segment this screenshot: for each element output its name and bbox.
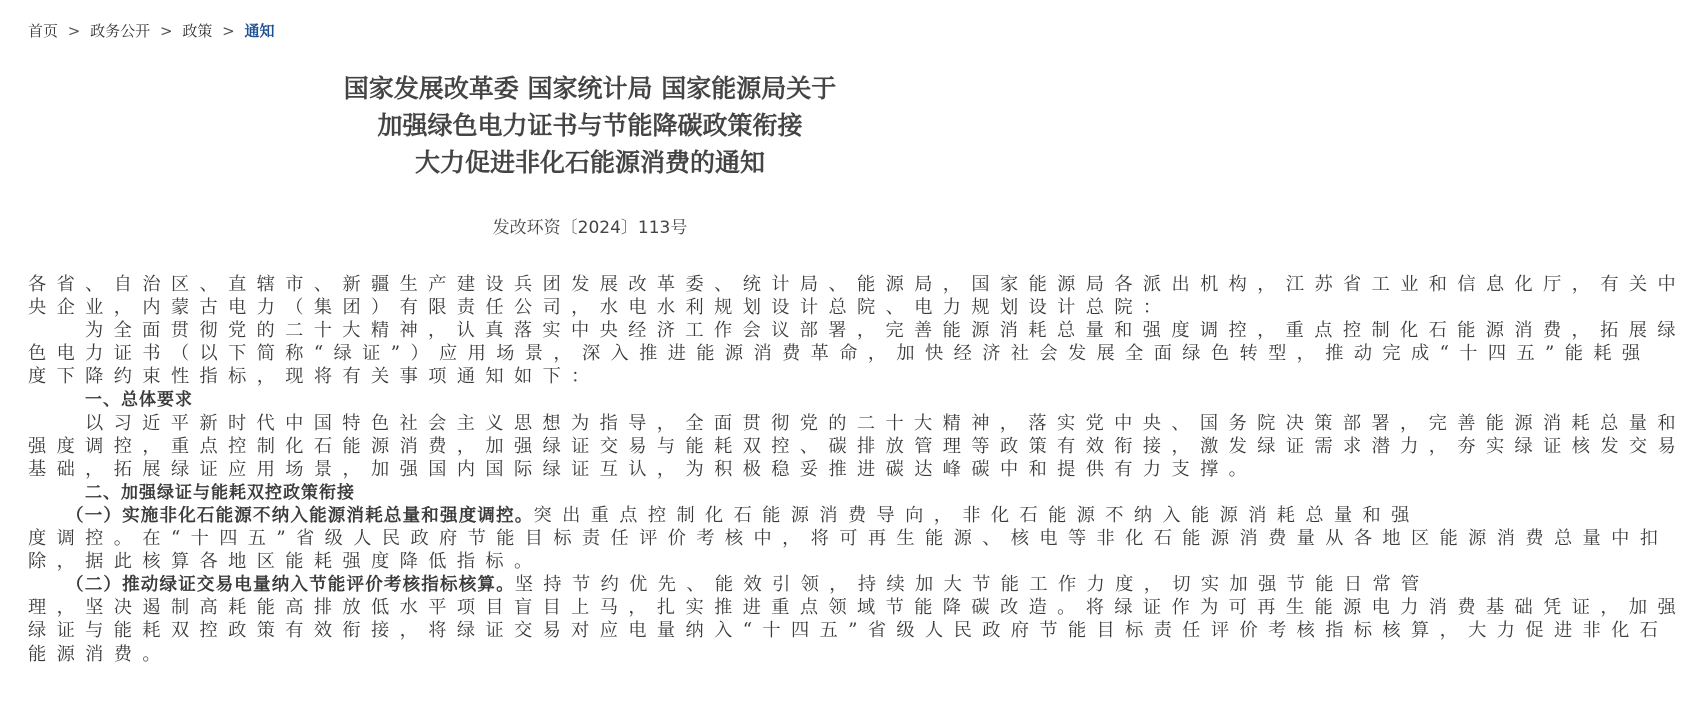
section-1-heading-line	[28, 388, 1158, 411]
addressee-line: 各省、自治区、直辖市、新疆生产建设兵团发展改革委、统计局、能源局，国家能源局各派出机构，江苏省工业和信息化厅，有关中	[28, 274, 1686, 295]
section-2-heading-line	[28, 481, 1158, 504]
section-2-item-1-title: （一）实施非化石能源不纳入能源消耗总量和强度调控。	[66, 505, 534, 526]
document-title	[0, 70, 1180, 181]
breadcrumb	[28, 20, 274, 42]
breadcrumb-policy-link[interactable]: 政策	[182, 22, 213, 40]
section-1-paragraph-line: 以习近平新时代中国特色社会主义思想为指导，全面贯彻党的二十大精神，落实党中央、国务院决策部署，完善能源消耗总量和	[85, 412, 1686, 434]
breadcrumb-separator: >	[67, 22, 81, 40]
section-2-heading: 二、加强绿证与能耗双控政策衔接	[85, 482, 355, 503]
section-1-paragraph-line: 基础，拓展绿证应用场景，加强国内国际绿证互认，为积极稳妥推进碳达峰碳中和提供有力支撑。	[28, 458, 1258, 480]
breadcrumb-home-link[interactable]: 首页	[28, 22, 59, 40]
title-line: 加强绿色电力证书与节能降碳政策衔接	[377, 111, 803, 140]
section-1-paragraph-line: 强度调控，重点控制化石能源消费，加强绿证交易与能耗双控、碳排放管理等政策有效衔接，激发绿证需求潜力，夯实绿证核发交易	[28, 435, 1686, 457]
section-2-item-2-text: 坚持节约优先、能效引领，持续加大节能工作力度，切实加强节能日常管	[514, 574, 1430, 596]
breadcrumb-separator: >	[159, 22, 173, 40]
section-2-item-2-first-line	[28, 573, 1430, 596]
section-2-item-2-title: （二）推动绿证交易电量纳入节能评价考核指标核算。	[66, 575, 515, 596]
breadcrumb-separator: >	[222, 22, 235, 40]
intro-paragraph-line: 为全面贯彻党的二十大精神，认真落实中央经济工作会议部署，完善能源消耗总量和强度调控，重点控制化石能源消费，拓展绿	[85, 320, 1686, 342]
addressee-line: 央企业，内蒙古电力（集团）有限责任公司，水电水利规划设计总院、电力规划设计总院：	[28, 297, 1172, 319]
breadcrumb-current-notice-link[interactable]: 通知	[244, 22, 275, 40]
document-body	[28, 273, 1686, 666]
section-2-item-1-line: 度调控。在“十四五”省级人民政府节能目标责任评价考核中，将可再生能源、核电等非化石能源消费量从各地区能源消费总量中扣	[28, 528, 1669, 550]
document-number: 发改环资〔2024〕113号	[492, 218, 688, 238]
section-2-item-2-line: 能源消费。	[28, 643, 171, 665]
breadcrumb-government-affairs-link[interactable]: 政务公开	[90, 22, 151, 40]
section-2-item-1-first-line	[28, 504, 1420, 527]
intro-paragraph-line: 度下降约束性指标，现将有关事项通知如下：	[28, 366, 600, 388]
title-line: 大力促进非化石能源消费的通知	[414, 148, 765, 177]
section-1-heading: 一、总体要求	[85, 390, 193, 411]
section-2-item-1-text: 突出重点控制化石能源消费导向，非化石能源不纳入能源消耗总量和强	[533, 504, 1420, 526]
section-2-item-1-line: 除，据此核算各地区能耗强度降低指标。	[28, 551, 543, 573]
intro-paragraph-line: 色电力证书（以下简称“绿证”）应用场景，深入推进能源消费革命，加快经济社会发展全面绿色转型，推动完成“十四五”能耗强	[28, 343, 1651, 365]
title-line: 国家发展改革委 国家统计局 国家能源局关于	[343, 74, 837, 103]
section-2-item-2-line: 理，坚决遏制高耗能高排放低水平项目盲目上马，扎实推进重点领域节能降碳改造。将绿证作为可再生能源电力消费基础凭证，加强	[28, 597, 1686, 619]
section-2-item-2-line: 绿证与能耗双控政策有效衔接，将绿证交易对应电量纳入“十四五”省级人民政府节能目标责任评价考核指标核算，大力促进非化石	[28, 620, 1669, 642]
